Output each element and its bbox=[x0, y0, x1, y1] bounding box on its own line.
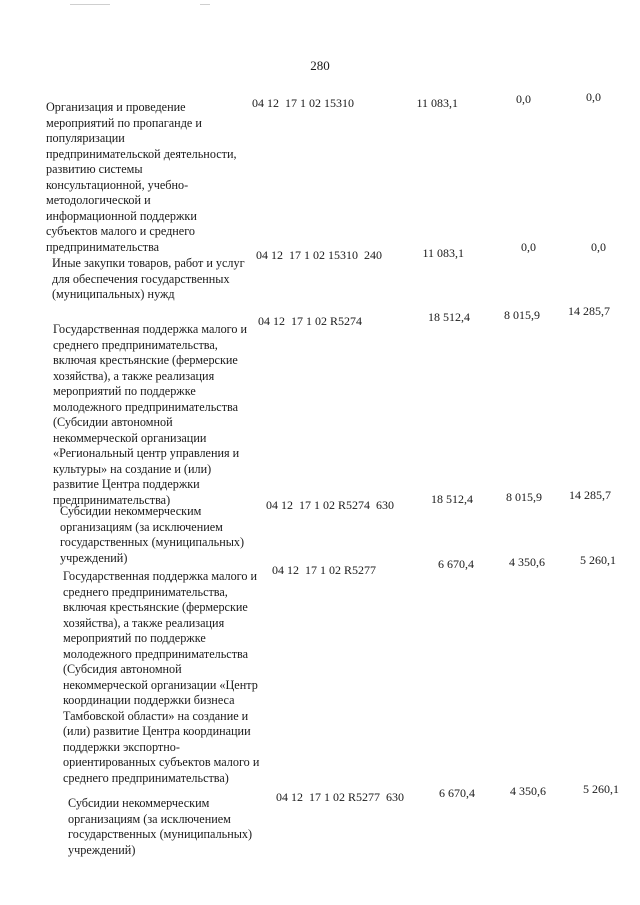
row-value-2: 8 015,9 bbox=[504, 308, 540, 322]
row-code: 04 12 17 1 02 R5274 bbox=[258, 314, 363, 328]
row-description: Субсидии некоммерческим организациям (за исключением государственных (муниципальных) учреждений) bbox=[68, 796, 253, 857]
row-value-3: 0,0 bbox=[586, 90, 601, 104]
row-value-3: 5 260,1 bbox=[583, 782, 619, 796]
row-value-3: 14 285,7 bbox=[569, 488, 611, 502]
page-number: 280 bbox=[310, 58, 330, 73]
row-description: Государственная поддержка малого и среднего предпринимательства, включая крестьянские (фермерские хозяйства), а также реализация мероприятий по поддержке молодежного предпринимательства (Субсидия автономной некоммерческой организации «Центр координации поддержки бизнеса Тамбовской области» на создание и (или) развитие Центра координации поддержки экспортно-ориентированных субъектов малого и среднего предпринимательства) bbox=[63, 569, 260, 785]
row-value-1: 18 512,4 bbox=[431, 492, 473, 506]
row-value-1: 18 512,4 bbox=[428, 310, 470, 324]
row-value-1: 11 083,1 bbox=[416, 96, 458, 110]
row-value-1: 6 670,4 bbox=[439, 786, 475, 800]
row-value-1: 6 670,4 bbox=[438, 557, 474, 571]
row-description: Организация и проведение мероприятий по пропаганде и популяризации предпринимательской деятельности, развитию системы консультационной, учебно-методологической и информационной поддержки субъектов малого и среднего предпринимательства bbox=[46, 100, 237, 254]
row-code: 04 12 17 1 02 15310 240 bbox=[256, 248, 382, 262]
scan-edge-mark-right bbox=[200, 4, 210, 8]
row-value-3: 5 260,1 bbox=[580, 553, 616, 567]
row-value-3: 14 285,7 bbox=[568, 304, 610, 318]
row-code: 04 12 17 1 02 R5277 630 bbox=[276, 790, 405, 804]
row-code: 04 12 17 1 02 15310 bbox=[252, 96, 354, 110]
row-description: Субсидии некоммерческим организациям (за исключением государственных (муниципальных) учреждений) bbox=[60, 504, 245, 565]
scan-edge-mark-left bbox=[70, 4, 110, 8]
row-value-2: 0,0 bbox=[521, 240, 536, 254]
row-value-2: 0,0 bbox=[516, 92, 531, 106]
row-value-2: 8 015,9 bbox=[506, 490, 542, 504]
row-value-3: 0,0 bbox=[591, 240, 606, 254]
row-description: Государственная поддержка малого и среднего предпринимательства, включая крестьянские (фермерские хозяйства), а также реализация мероприятий по поддержке молодежного предпринимательства (Субсидии автономной некоммерческой организации «Региональный центр управления и культуры» на создание и (или) развитие Центра поддержки предпринимательства) bbox=[53, 322, 248, 507]
row-value-2: 4 350,6 bbox=[510, 784, 546, 798]
row-code: 04 12 17 1 02 R5277 bbox=[272, 563, 377, 577]
row-value-1: 11 083,1 bbox=[422, 246, 464, 260]
row-code: 04 12 17 1 02 R5274 630 bbox=[266, 498, 395, 512]
row-value-2: 4 350,6 bbox=[509, 555, 545, 569]
row-description: Иные закупки товаров, работ и услуг для обеспечения государственных (муниципальных) нужд bbox=[52, 256, 245, 301]
